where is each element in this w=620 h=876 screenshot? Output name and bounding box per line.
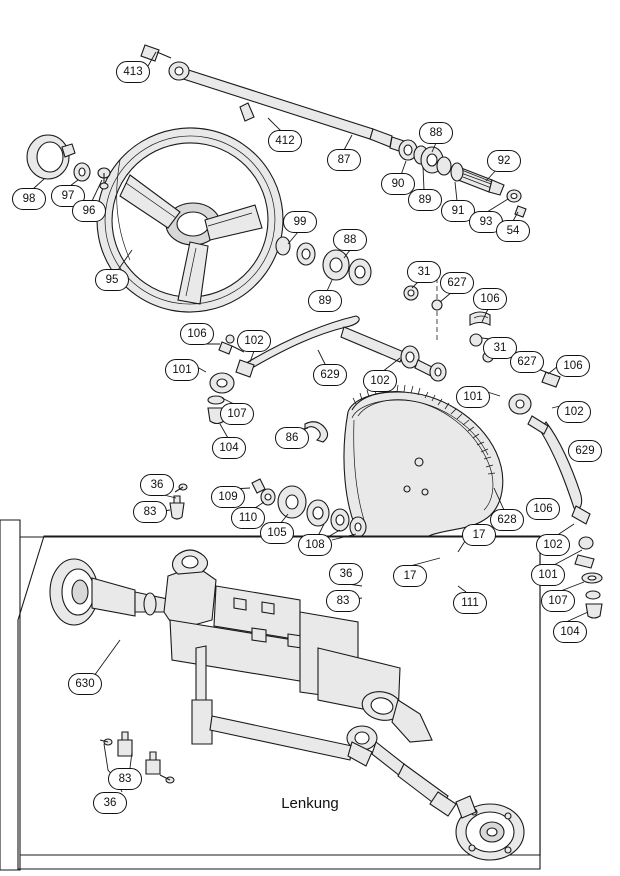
callout-99[interactable]: 99	[283, 211, 317, 233]
callout-101[interactable]: 101	[456, 386, 490, 408]
callout-89[interactable]: 89	[308, 290, 342, 312]
callout-412[interactable]: 412	[268, 130, 302, 152]
callout-86[interactable]: 86	[275, 427, 309, 449]
callout-101[interactable]: 101	[531, 564, 565, 586]
callout-102[interactable]: 102	[536, 534, 570, 556]
callout-90[interactable]: 90	[381, 173, 415, 195]
callout-109[interactable]: 109	[211, 486, 245, 508]
callout-97[interactable]: 97	[51, 185, 85, 207]
callout-93[interactable]: 93	[469, 211, 503, 233]
callout-108[interactable]: 108	[298, 534, 332, 556]
wheel-hardware-96-97-98	[27, 135, 110, 189]
callout-96[interactable]: 96	[72, 200, 106, 222]
callout-107[interactable]: 107	[220, 403, 254, 425]
callout-36[interactable]: 36	[93, 792, 127, 814]
diagram-caption: Lenkung	[281, 795, 339, 812]
callout-87[interactable]: 87	[327, 149, 361, 171]
callout-105[interactable]: 105	[260, 522, 294, 544]
callout-83[interactable]: 83	[326, 590, 360, 612]
callout-91[interactable]: 91	[441, 200, 475, 222]
callout-83[interactable]: 83	[133, 501, 167, 523]
callout-629[interactable]: 629	[568, 440, 602, 462]
axle-assembly-630	[0, 520, 540, 870]
callout-88[interactable]: 88	[333, 229, 367, 251]
callout-102[interactable]: 102	[363, 370, 397, 392]
callout-31[interactable]: 31	[483, 337, 517, 359]
callout-17[interactable]: 17	[462, 524, 496, 546]
callout-107[interactable]: 107	[541, 590, 575, 612]
callout-102[interactable]: 102	[237, 330, 271, 352]
callout-413[interactable]: 413	[116, 61, 150, 83]
callout-88[interactable]: 88	[419, 122, 453, 144]
callout-83[interactable]: 83	[108, 768, 142, 790]
callout-95[interactable]: 95	[95, 269, 129, 291]
callout-54[interactable]: 54	[496, 220, 530, 242]
callout-106[interactable]: 106	[526, 498, 560, 520]
callout-627[interactable]: 627	[440, 272, 474, 294]
callout-98[interactable]: 98	[12, 188, 46, 210]
callout-36[interactable]: 36	[140, 474, 174, 496]
callout-101[interactable]: 101	[165, 359, 199, 381]
callout-17[interactable]: 17	[393, 565, 427, 587]
callout-627[interactable]: 627	[510, 351, 544, 373]
callout-628[interactable]: 628	[490, 509, 524, 531]
callout-111[interactable]: 111	[453, 592, 487, 614]
callout-31[interactable]: 31	[407, 261, 441, 283]
callout-89[interactable]: 89	[408, 189, 442, 211]
callout-104[interactable]: 104	[553, 621, 587, 643]
callout-106[interactable]: 106	[180, 323, 214, 345]
callout-630[interactable]: 630	[68, 673, 102, 695]
callout-92[interactable]: 92	[487, 150, 521, 172]
steering-wheel-part-95	[82, 113, 297, 327]
callout-106[interactable]: 106	[556, 355, 590, 377]
callout-110[interactable]: 110	[231, 507, 265, 529]
callout-36[interactable]: 36	[329, 563, 363, 585]
callout-104[interactable]: 104	[212, 437, 246, 459]
callout-106[interactable]: 106	[473, 288, 507, 310]
callout-629[interactable]: 629	[313, 364, 347, 386]
callout-102[interactable]: 102	[557, 401, 591, 423]
